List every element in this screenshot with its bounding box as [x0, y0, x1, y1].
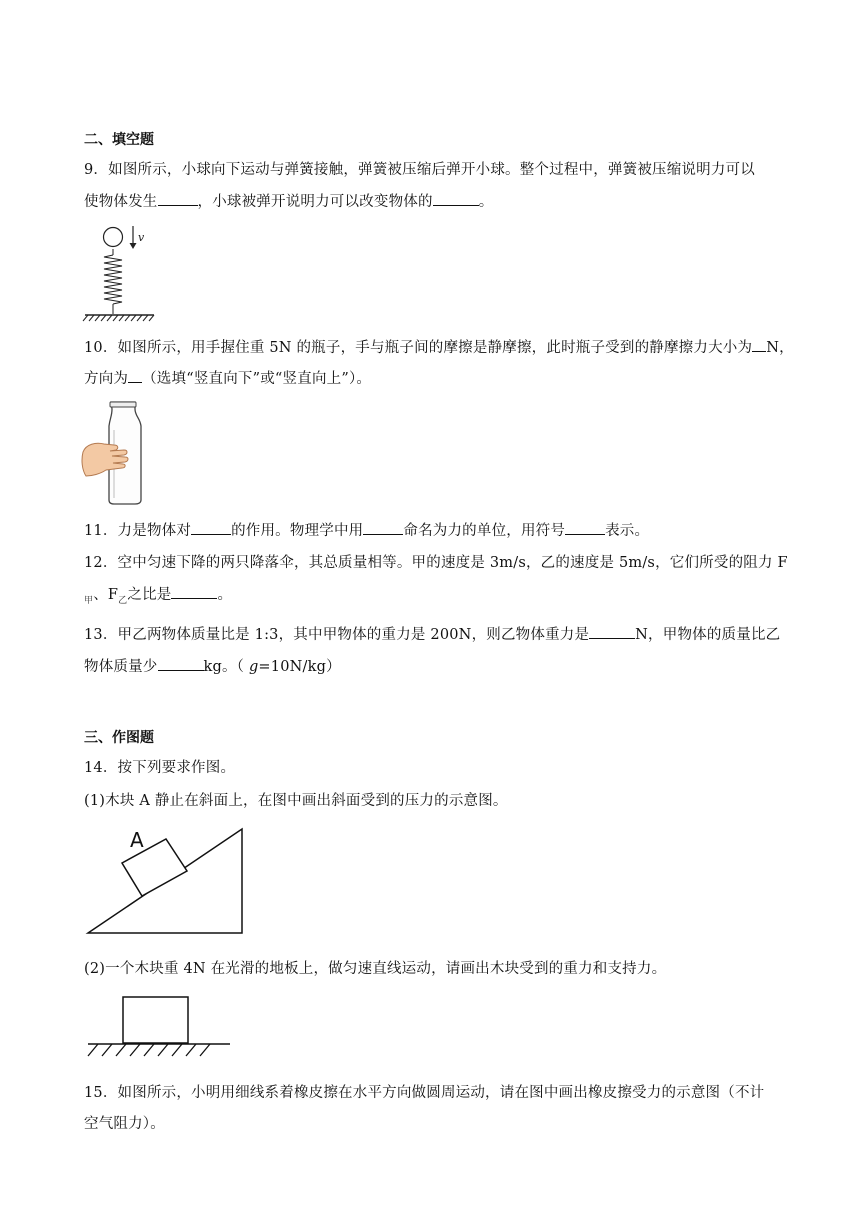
section-title-drawing: 三、作图题 — [84, 730, 154, 746]
question-14-part-1: (1)木块 A 静止在斜面上，在图中画出斜面受到的压力的示意图。 — [84, 793, 508, 809]
q13-text-c: 物体质量少 — [84, 659, 158, 675]
answer-blank[interactable] — [158, 191, 198, 207]
q10-text-d: （选填“竖直向下”或“竖直向上”）。 — [142, 371, 372, 387]
q11-text-a: 11．力是物体对 — [84, 523, 192, 539]
q10-text-a: 10．如图所示，用手握住重 5N 的瓶子，手与瓶子间的摩擦是静摩擦，此时瓶子受到的静摩擦力大小为 — [84, 340, 753, 356]
answer-blank[interactable] — [565, 520, 605, 536]
answer-blank[interactable] — [589, 624, 635, 640]
q12-text-b: 之比是 — [127, 587, 172, 603]
velocity-label: v — [138, 231, 145, 244]
q13-text-e: ） — [326, 659, 341, 675]
hand-bottle-figure — [80, 400, 150, 506]
subscript-jia: 甲 — [84, 596, 94, 606]
answer-blank[interactable] — [191, 520, 231, 536]
question-14-intro: 14．按下列要求作图。 — [84, 760, 236, 776]
answer-blank[interactable] — [363, 520, 403, 536]
q13-text-a: 13．甲乙两物体质量比是 1:3，其中甲物体的重力是 200N，则乙物体重力是 — [84, 627, 590, 643]
question-10-line-2 — [84, 367, 371, 388]
question-13-line-1 — [84, 623, 780, 644]
answer-blank[interactable] — [158, 656, 204, 672]
ball — [104, 228, 123, 247]
g-symbol: g — [248, 659, 259, 675]
q12-text-c: 。 — [217, 587, 233, 603]
q10-text-b: N， — [766, 340, 794, 356]
q11-text-c: 命名为力的单位，用符号 — [403, 523, 566, 539]
question-10-line-1 — [84, 336, 794, 357]
answer-blank[interactable] — [433, 191, 479, 207]
q11-text-d: 表示。 — [605, 523, 650, 539]
bottle-cap — [110, 402, 136, 407]
question-9-line-1: 9．如图所示，小球向下运动与弹簧接触，弹簧被压缩后弹开小球。整个过程中，弹簧被压缩说明力可以 — [84, 162, 755, 178]
g-value: =10N/kg — [258, 659, 327, 675]
q9-text-b: ，小球被弹开说明力可以改变物体的 — [197, 194, 433, 210]
q9-text-c: 。 — [478, 194, 494, 210]
question-9-line-2 — [84, 190, 493, 211]
q10-text-c: 方向为 — [84, 371, 129, 387]
spring — [104, 255, 122, 304]
answer-blank[interactable] — [171, 584, 217, 600]
incline-block-figure — [85, 826, 245, 936]
q13-text-b: N，甲物体的质量比乙 — [635, 627, 781, 643]
answer-blank[interactable] — [128, 368, 142, 384]
velocity-arrowhead — [130, 243, 137, 249]
q11-text-b: 的作用。物理学中用 — [231, 523, 364, 539]
question-12-line-1: 12．空中匀速下降的两只降落伞，其总质量相等。甲的速度是 3m/s，乙的速度是 5m/s，它们所受的阻力 F — [84, 555, 788, 571]
wooden-block — [123, 997, 188, 1043]
block-floor-figure — [85, 994, 235, 1062]
q12-sep: 、F — [93, 587, 119, 603]
question-11 — [84, 519, 649, 540]
block-a-label: A — [130, 828, 144, 852]
subscript-yi: 乙 — [118, 596, 128, 606]
ball-spring-figure — [80, 222, 160, 322]
question-12-line-2 — [84, 583, 232, 606]
question-15-line-2: 空气阻力）。 — [84, 1116, 165, 1132]
question-15-line-1: 15．如图所示，小明用细线系着橡皮擦在水平方向做圆周运动，请在图中画出橡皮擦受力的示意图（不计 — [84, 1085, 765, 1101]
q13-text-d: kg。（ — [203, 659, 245, 675]
answer-blank[interactable] — [752, 337, 766, 353]
question-13-line-2 — [84, 655, 341, 676]
q9-text-a: 使物体发生 — [84, 194, 158, 210]
section-title-fill-in: 二、填空题 — [84, 132, 154, 148]
question-14-part-2: (2)一个木块重 4N 在光滑的地板上，做匀速直线运动，请画出木块受到的重力和支持力。 — [84, 961, 667, 977]
